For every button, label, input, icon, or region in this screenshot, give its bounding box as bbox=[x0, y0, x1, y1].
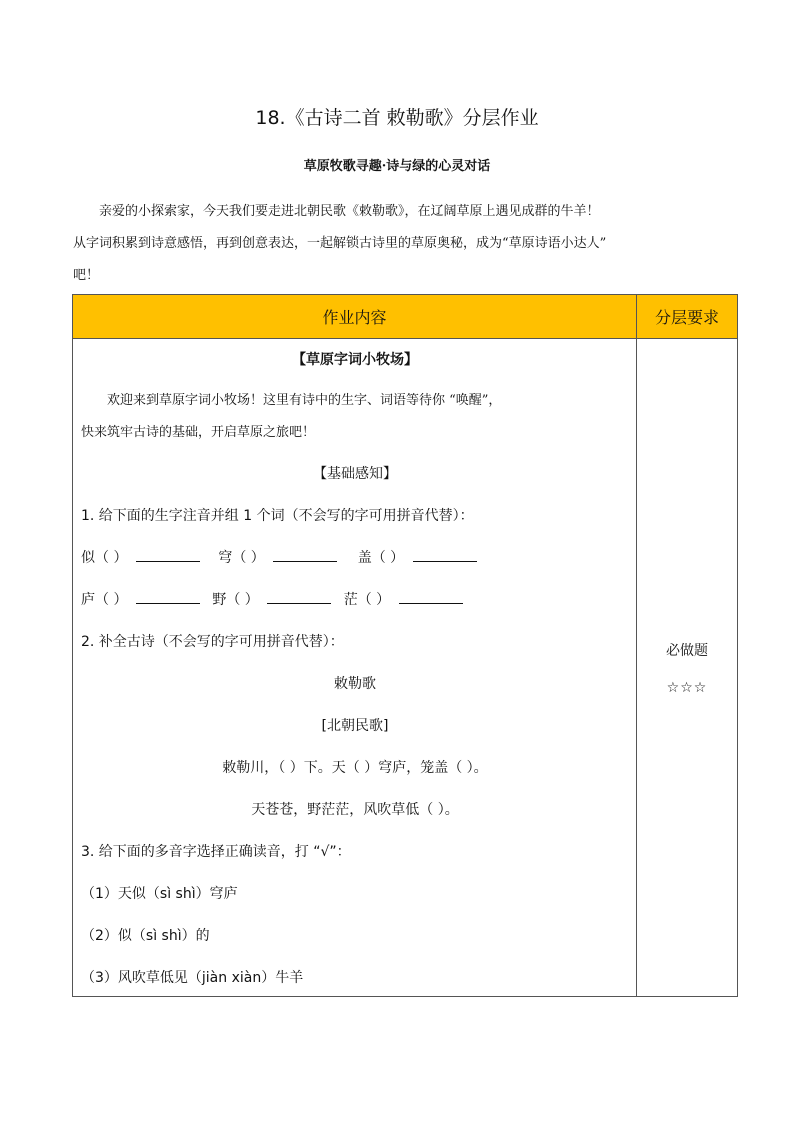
answer-blank[interactable] bbox=[136, 589, 200, 604]
question-3-item: （2）似（sì shì）的 bbox=[81, 928, 210, 944]
char-prompt: 穹（ ） bbox=[218, 550, 265, 566]
section-title: 【草原字词小牧场】 bbox=[292, 352, 418, 368]
question-1: 1. 给下面的生字注音并组 1 个词（不会写的字可用拼音代替）： bbox=[81, 508, 474, 524]
question-3-item: （1）天似（sì shì）穹庐 bbox=[81, 886, 238, 902]
poem-author: [北朝民歌] bbox=[321, 718, 389, 734]
section-intro-line: 快来筑牢古诗的基础，开启草原之旅吧！ bbox=[81, 425, 316, 440]
requirement-label: 必做题 bbox=[666, 642, 708, 659]
answer-blank[interactable] bbox=[267, 589, 331, 604]
answer-blank[interactable] bbox=[273, 547, 337, 562]
answer-blank[interactable] bbox=[399, 589, 463, 604]
char-row bbox=[81, 589, 463, 609]
content-cell bbox=[73, 339, 637, 997]
header-requirement: 分层要求 bbox=[637, 295, 738, 339]
char-prompt: 似（ ） bbox=[81, 550, 128, 566]
header-content: 作业内容 bbox=[73, 295, 637, 339]
char-prompt: 盖（ ） bbox=[357, 550, 405, 566]
page-subtitle: 草原牧歌寻趣·诗与绿的心灵对话 bbox=[303, 159, 491, 174]
question-3: 3. 给下面的多音字选择正确读音，打 “√”： bbox=[81, 844, 351, 860]
answer-blank[interactable] bbox=[413, 547, 477, 562]
char-prompt: 野（ ） bbox=[212, 592, 259, 608]
char-prompt: 茫（ ） bbox=[343, 592, 391, 608]
answer-blank[interactable] bbox=[136, 547, 200, 562]
char-prompt: 庐（ ） bbox=[81, 592, 128, 608]
char-row bbox=[81, 547, 477, 567]
question-2: 2. 补全古诗（不会写的字可用拼音代替）： bbox=[81, 634, 344, 650]
star-rating: ☆☆☆ bbox=[666, 679, 708, 696]
poem-line: 天苍苍，野茫茫，风吹草低（ ）。 bbox=[251, 802, 459, 818]
poem-line: 敕勒川，（ ）下。天（ ）穹庐，笼盖（ ）。 bbox=[222, 760, 488, 776]
sub-heading: 【基础感知】 bbox=[313, 466, 397, 482]
intro-line: 亲爱的小探索家，今天我们要走进北朝民歌《敕勒歌》，在辽阔草原上遇见成群的牛羊！ bbox=[99, 204, 600, 219]
question-3-item: （3）风吹草低见（jiàn xiàn）牛羊 bbox=[81, 970, 304, 986]
page-title: 18.《古诗二首 敕勒歌》分层作业 bbox=[255, 107, 539, 129]
requirement-cell bbox=[637, 339, 738, 997]
intro-paragraph bbox=[73, 196, 737, 292]
poem-title: 敕勒歌 bbox=[334, 676, 376, 692]
intro-line: 从字词积累到诗意感悟，再到创意表达，一起解锁古诗里的草原奥秘，成为“草原诗语小达人” bbox=[73, 236, 607, 251]
homework-table bbox=[72, 294, 738, 997]
intro-line: 吧！ bbox=[73, 268, 100, 283]
section-intro-line: 欢迎来到草原字词小牧场！这里有诗中的生字、词语等待你 “唤醒”， bbox=[107, 393, 502, 408]
